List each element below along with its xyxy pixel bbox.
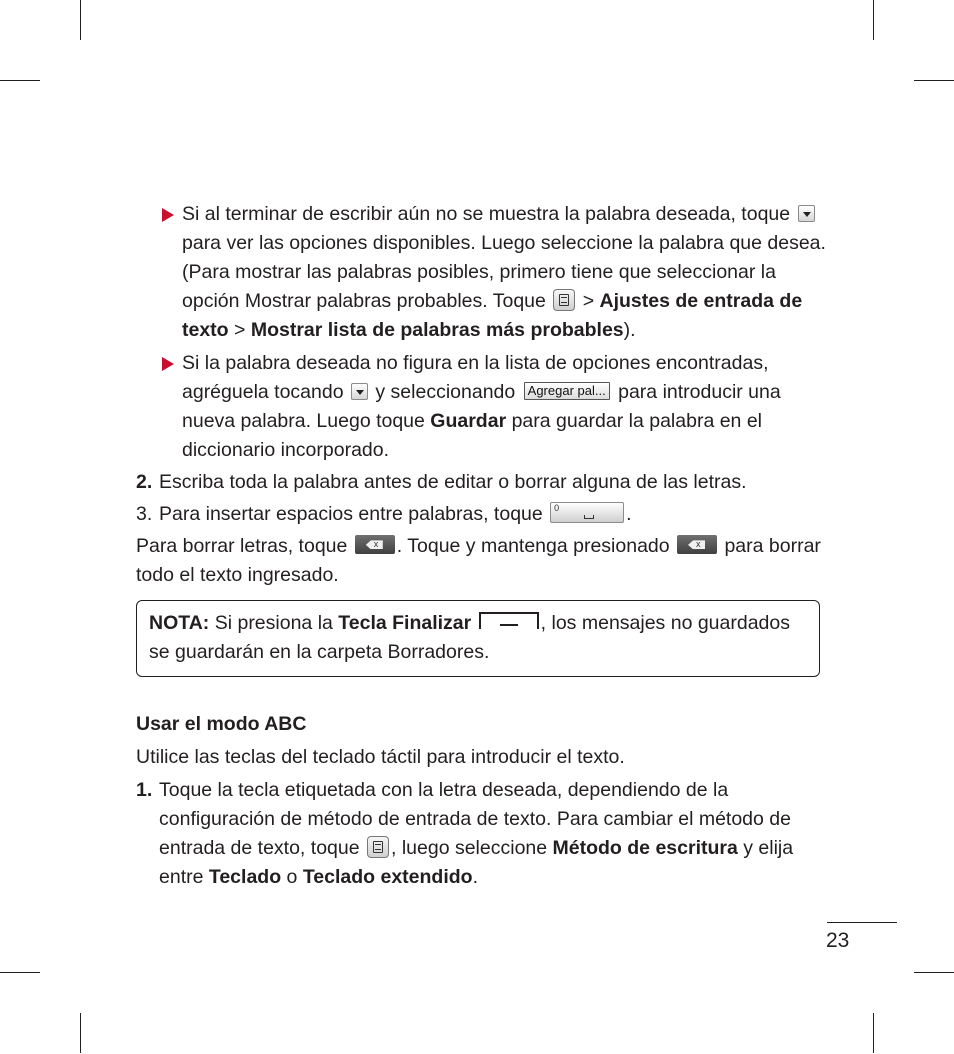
backspace-key-icon: x xyxy=(677,535,717,554)
triangle-bullet-icon xyxy=(162,357,174,371)
page-number: 23 xyxy=(826,929,850,952)
end-key-icon xyxy=(479,612,539,629)
input-method-label: Método de escritura xyxy=(552,837,738,859)
crop-mark xyxy=(914,972,954,973)
menu-path-item: Ajustes de entrada de texto xyxy=(182,290,803,341)
step-number: 2. xyxy=(136,471,153,493)
dropdown-arrow-icon xyxy=(351,383,368,400)
crop-mark xyxy=(873,1013,874,1053)
step-number: 3. xyxy=(136,503,153,525)
note-label: NOTA: xyxy=(149,612,210,634)
step-number: 1. xyxy=(136,779,153,801)
bullet-item: Si al terminar de escribir aún no se muestra la palabra deseada, toque para ver las opciones disponibles. Luego seleccione la palabra que desea. (Para mostrar las palabras posibles, primero tiene que seleccionar la opción Mostrar palabras probables. Toque > Ajustes de entrada de texto > Mostrar lista de palabras más probables). xyxy=(136,200,826,345)
keyboard-option: Teclado extendido xyxy=(302,866,473,888)
space-key-icon: 0 xyxy=(550,502,624,523)
page-number-rule xyxy=(827,922,897,923)
crop-mark xyxy=(914,80,954,81)
keyboard-option: Teclado xyxy=(208,866,282,888)
end-key-label: Tecla Finalizar xyxy=(338,612,472,634)
triangle-bullet-icon xyxy=(162,208,174,222)
numbered-step: 2. Escriba toda la palabra antes de editar o borrar alguna de las letras. xyxy=(136,468,826,497)
backspace-key-icon: x xyxy=(355,535,395,554)
crop-mark xyxy=(0,972,40,973)
menu-icon xyxy=(553,289,575,311)
save-label: Guardar xyxy=(430,410,507,432)
crop-mark xyxy=(0,80,40,81)
add-word-button-icon: Agregar pal... xyxy=(524,382,610,400)
bullet-item: Si la palabra deseada no figura en la lista de opciones encontradas, agréguela tocando y seleccionando Agregar pal... para introducir una nueva palabra. Luego toque Guardar para guardar la palabra en el diccionario incorporado. xyxy=(136,349,826,465)
page-content xyxy=(136,200,826,892)
menu-path-item: Mostrar lista de palabras más probables xyxy=(250,319,624,341)
note-box: NOTA: Si presiona la Tecla Finalizar , los mensajes no guardados se guardarán en la carpeta Borradores. xyxy=(136,600,820,677)
crop-mark xyxy=(80,1013,81,1053)
numbered-step: 1. Toque la tecla etiquetada con la letra deseada, dependiendo de la configuración de método de entrada de texto. Para cambiar el método de entrada de texto, toque , luego seleccione Método de escritura y elija entre Teclado o Teclado extendido. xyxy=(136,776,826,892)
crop-mark xyxy=(873,0,874,40)
dropdown-arrow-icon xyxy=(798,205,815,222)
section-title: Usar el modo ABC xyxy=(136,713,307,735)
crop-mark xyxy=(80,0,81,40)
numbered-step: 3. Para insertar espacios entre palabras, toque 0 . xyxy=(136,500,826,529)
menu-icon xyxy=(367,836,389,858)
delete-instructions: Para borrar letras, toque x . Toque y mantenga presionado x para borrar todo el texto ingresado. xyxy=(136,535,821,586)
section-intro: Utilice las teclas del teclado táctil para introducir el texto. xyxy=(136,746,625,768)
